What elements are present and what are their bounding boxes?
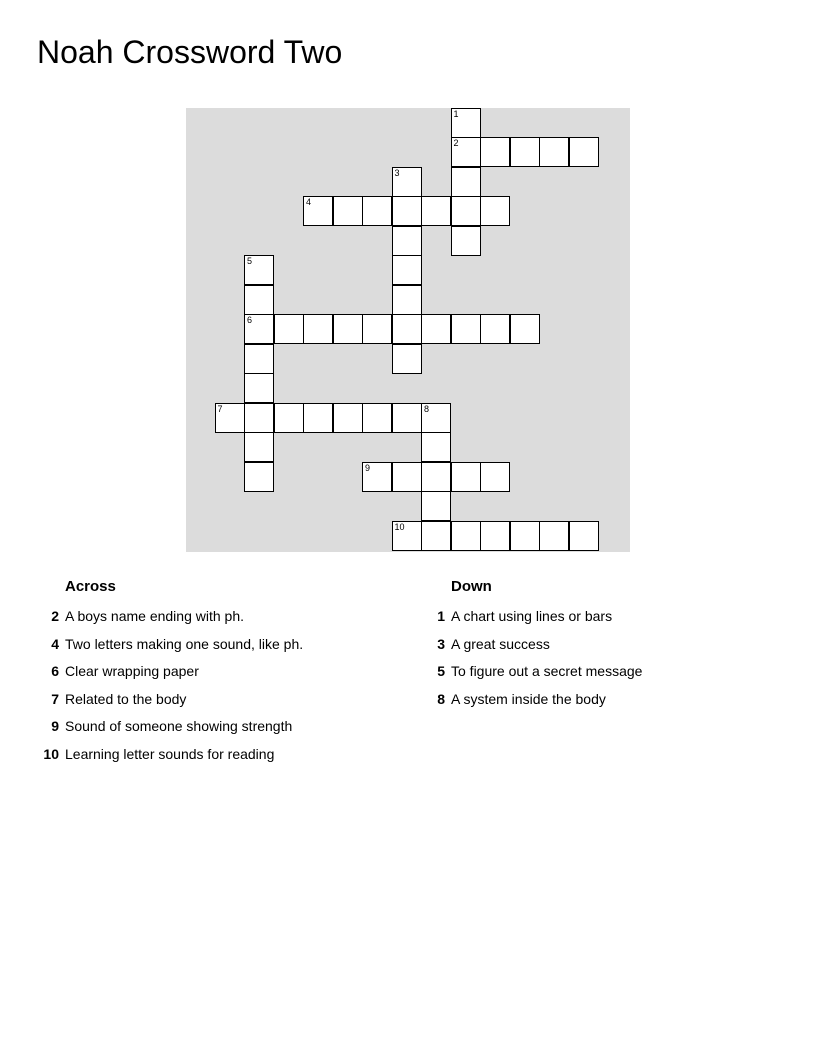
down-clues [423, 576, 753, 716]
grid-cell[interactable] [451, 462, 481, 492]
grid-cell[interactable] [451, 521, 481, 551]
grid-cell[interactable] [421, 196, 451, 226]
clue-number: 8 [437, 690, 445, 707]
grid-cell[interactable] [244, 462, 274, 492]
grid-cell[interactable] [421, 491, 451, 521]
grid-cell[interactable] [333, 314, 363, 344]
grid-cell[interactable] [451, 137, 481, 167]
grid-cell[interactable] [480, 314, 510, 344]
grid-cell[interactable] [421, 521, 451, 551]
clue-number: 3 [437, 635, 445, 652]
grid-cell[interactable] [510, 314, 540, 344]
grid-cell[interactable] [451, 108, 481, 138]
clue-number: 10 [394, 521, 405, 532]
clue-number: 2 [51, 608, 59, 624]
grid-cell[interactable] [451, 226, 481, 256]
grid-cell[interactable] [362, 403, 392, 433]
grid-cell[interactable] [244, 373, 274, 403]
grid-cell[interactable] [421, 462, 451, 492]
across-clue [37, 716, 367, 744]
clue-text: A great success [451, 635, 550, 652]
grid-cell[interactable] [303, 403, 333, 433]
grid-cell[interactable] [421, 314, 451, 344]
grid-cell[interactable] [244, 255, 274, 285]
across-heading: Across [65, 578, 116, 595]
grid-cell[interactable] [244, 314, 274, 344]
clue-text: A system inside the body [451, 690, 606, 707]
grid-cell[interactable] [244, 285, 274, 315]
clue-text: To figure out a secret message [451, 663, 643, 679]
across-clues [37, 576, 367, 771]
grid-cell[interactable] [421, 432, 451, 462]
grid-cell[interactable] [333, 196, 363, 226]
clue-number: 7 [51, 690, 59, 707]
grid-cell[interactable] [303, 314, 333, 344]
clue-number: 5 [437, 663, 445, 679]
clue-text: Two letters making one sound, like ph. [65, 635, 304, 652]
down-clue [423, 689, 753, 717]
grid-cell[interactable] [392, 314, 422, 344]
crossword-grid [186, 108, 630, 552]
grid-cell[interactable] [362, 196, 392, 226]
clue-text: Clear wrapping paper [65, 663, 199, 679]
down-clue [423, 606, 753, 634]
grid-cell[interactable] [392, 167, 422, 197]
grid-cell[interactable] [274, 403, 304, 433]
grid-cell[interactable] [392, 255, 422, 285]
clue-text: Learning letter sounds for reading [65, 745, 275, 762]
clue-text: A boys name ending with ph. [65, 608, 245, 624]
grid-cell[interactable] [539, 137, 569, 167]
down-heading: Down [451, 578, 492, 595]
clue-text: Related to the body [65, 690, 187, 707]
grid-cell[interactable] [421, 403, 451, 433]
clue-number: 2 [453, 138, 459, 148]
grid-cell[interactable] [480, 196, 510, 226]
clue-number: 4 [51, 635, 59, 652]
clue-number: 1 [437, 608, 445, 624]
grid-cell[interactable] [392, 196, 422, 226]
grid-cell[interactable] [392, 521, 422, 551]
clue-number: 6 [51, 663, 59, 679]
clue-number: 1 [453, 108, 459, 119]
grid-cell[interactable] [451, 314, 481, 344]
grid-cell[interactable] [539, 521, 569, 551]
across-clue [37, 744, 367, 772]
grid-cell[interactable] [274, 314, 304, 344]
grid-cell[interactable] [480, 137, 510, 167]
grid-cell[interactable] [451, 167, 481, 197]
grid-cell[interactable] [392, 403, 422, 433]
grid-cell[interactable] [510, 521, 540, 551]
grid-cell[interactable] [392, 285, 422, 315]
grid-cell[interactable] [392, 226, 422, 256]
clue-number: 3 [394, 167, 400, 178]
clue-number: 9 [51, 718, 59, 734]
grid-cell[interactable] [392, 462, 422, 492]
grid-cell[interactable] [510, 137, 540, 167]
clue-number: 5 [247, 256, 253, 266]
grid-cell[interactable] [569, 521, 599, 551]
grid-cell[interactable] [333, 403, 363, 433]
clue-text: Sound of someone showing strength [65, 718, 293, 734]
clue-number: 9 [365, 462, 371, 473]
down-clue [423, 634, 753, 662]
grid-cell[interactable] [244, 432, 274, 462]
grid-cell[interactable] [215, 403, 245, 433]
clue-number: 6 [247, 315, 253, 325]
page-title: Noah Crossword Two [37, 34, 343, 70]
grid-cell[interactable] [569, 137, 599, 167]
grid-cell[interactable] [480, 521, 510, 551]
grid-cell[interactable] [244, 403, 274, 433]
across-clue [37, 661, 367, 689]
grid-cell[interactable] [244, 344, 274, 374]
grid-cell[interactable] [303, 196, 333, 226]
grid-cell[interactable] [362, 314, 392, 344]
clue-text: A chart using lines or bars [451, 608, 613, 624]
down-clue [423, 661, 753, 689]
clue-number: 8 [424, 403, 430, 414]
clue-number: 7 [217, 403, 223, 414]
grid-cell[interactable] [392, 344, 422, 374]
across-clue [37, 606, 367, 634]
grid-cell[interactable] [480, 462, 510, 492]
grid-cell[interactable] [362, 462, 392, 492]
clue-number: 4 [306, 197, 312, 207]
across-clue [37, 689, 367, 717]
clue-number: 10 [43, 745, 59, 762]
across-clue [37, 634, 367, 662]
grid-cell[interactable] [451, 196, 481, 226]
